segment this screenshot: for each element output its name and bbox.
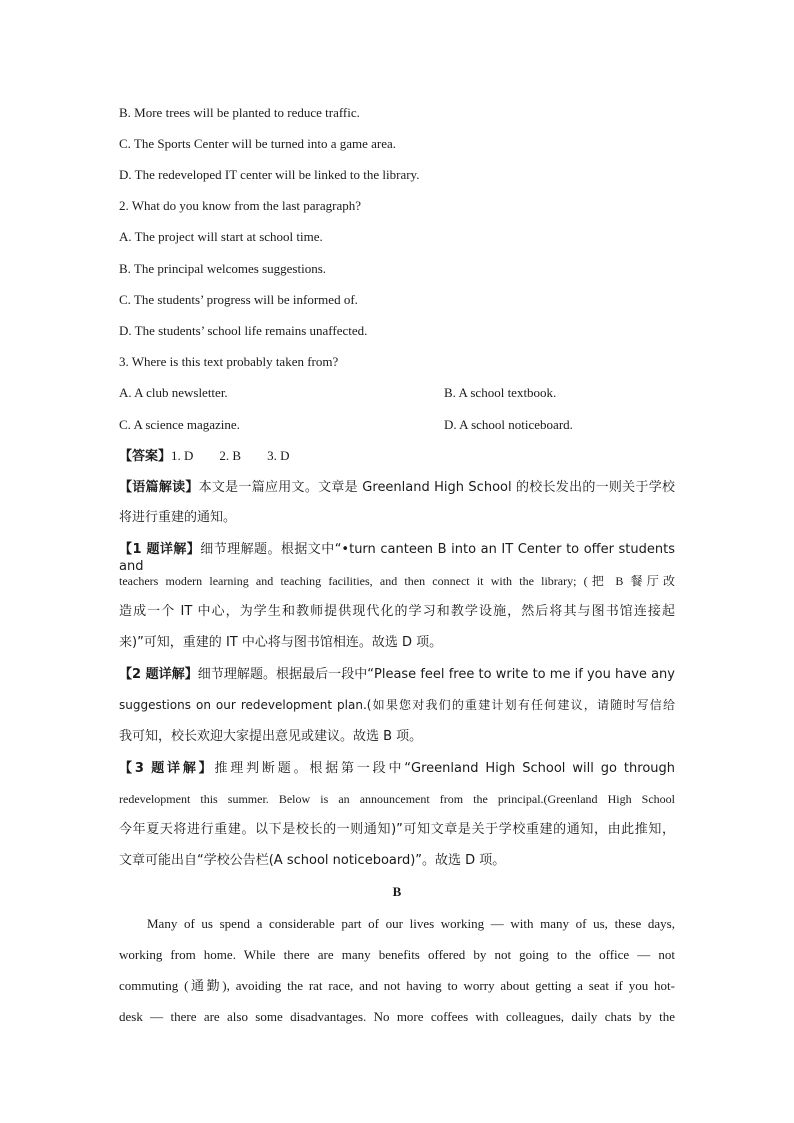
- q2-option-b: B. The principal welcomes suggestions.: [119, 261, 327, 276]
- q2-option-a: A. The project will start at school time.: [119, 229, 323, 244]
- q2-option-c: C. The students’ progress will be informed of.: [119, 292, 358, 307]
- passage-line-2: working from home. While there are many benefits offered by not going to the office — not: [119, 947, 675, 962]
- detail2-line-2: suggestions on our redevelopment plan.(如果您对我们的重建计划有任何建议，请随时写信给: [119, 698, 675, 712]
- q1-option-d: D. The redeveloped IT center will be linked to the library.: [119, 167, 420, 182]
- detail1-label: 【1 题详解】: [119, 542, 201, 557]
- detail1-line-3: 造成一个 IT 中心，为学生和教师提供现代化的学习和教学设施，然后将其与图书馆连接起: [119, 604, 675, 619]
- detail3-line-3: 今年夏天将进行重建。以下是校长的一则通知)”可知文章是关于学校重建的通知，由此推知，: [119, 822, 675, 837]
- passage-line-1: Many of us spend a considerable part of our lives working — with many of us, these days,: [147, 916, 675, 931]
- detail3-line-2: redevelopment this summer. Below is an announcement from the principal.(Greenland High School: [119, 792, 675, 806]
- detail1-line-4: 来)”可知，重建的 IT 中心将与图书馆相连。故选 D 项。: [119, 635, 443, 650]
- q3-option-d: D. A school noticeboard.: [444, 417, 573, 432]
- detail3-line-1: [119, 760, 675, 777]
- q1-option-b: B. More trees will be planted to reduce traffic.: [119, 105, 360, 120]
- passage-line-4: desk — there are also some disadvantages. No more coffees with colleagues, daily chats by the: [119, 1009, 675, 1024]
- reading-label: 【语篇解读】: [119, 480, 199, 495]
- detail3-text-1: 推理判断题。根据第一段中“Greenland High School will go through: [214, 761, 676, 776]
- detail2-text-1: 细节理解题。根据最后一段中“Please feel free to write to me if you have any: [197, 667, 675, 682]
- detail3-label: 【3 题详解】: [119, 761, 215, 776]
- q1-option-c: C. The Sports Center will be turned into a game area.: [119, 136, 397, 151]
- section-b-heading: B: [392, 884, 402, 899]
- detail2-line-1: [119, 666, 675, 683]
- q3-question: 3. Where is this text probably taken from?: [119, 354, 339, 369]
- q2-option-d: D. The students’ school life remains unaffected.: [119, 323, 368, 338]
- detail1-line-1: [119, 541, 675, 575]
- detail3-line-4: 文章可能出自“学校公告栏(A school noticeboard)”。故选 D 项。: [119, 853, 506, 868]
- q3-option-b: B. A school textbook.: [444, 385, 557, 400]
- answer-label: 【答案】: [119, 449, 172, 464]
- reading-text-1: 本文是一篇应用文。文章是 Greenland High School 的校长发出的一则关于学校: [198, 480, 675, 495]
- passage-line-3: commuting (通勤), avoiding the rat race, and not having to worry about getting a seat if you hot-: [119, 978, 675, 993]
- detail2-label: 【2 题详解】: [119, 667, 198, 682]
- detail1-text-1: 细节理解题。根据文中“•turn canteen B into an IT Center to offer students and: [119, 542, 675, 574]
- answer-line: [119, 448, 675, 465]
- answer-text: 1. D 2. B 3. D: [171, 448, 290, 463]
- reading-line-2: 将进行重建的通知。: [119, 510, 237, 525]
- detail1-line-2: teachers modern learning and teaching facilities, and then connect it with the library; (把 B 餐厅改: [119, 574, 675, 588]
- q2-question: 2. What do you know from the last paragraph?: [119, 198, 361, 213]
- detail2-line-3: 我可知，校长欢迎大家提出意见或建议。故选 B 项。: [119, 729, 423, 744]
- q3-option-a: A. A club newsletter.: [119, 385, 228, 400]
- q3-option-c: C. A science magazine.: [119, 417, 240, 432]
- reading-line-1: [119, 479, 675, 496]
